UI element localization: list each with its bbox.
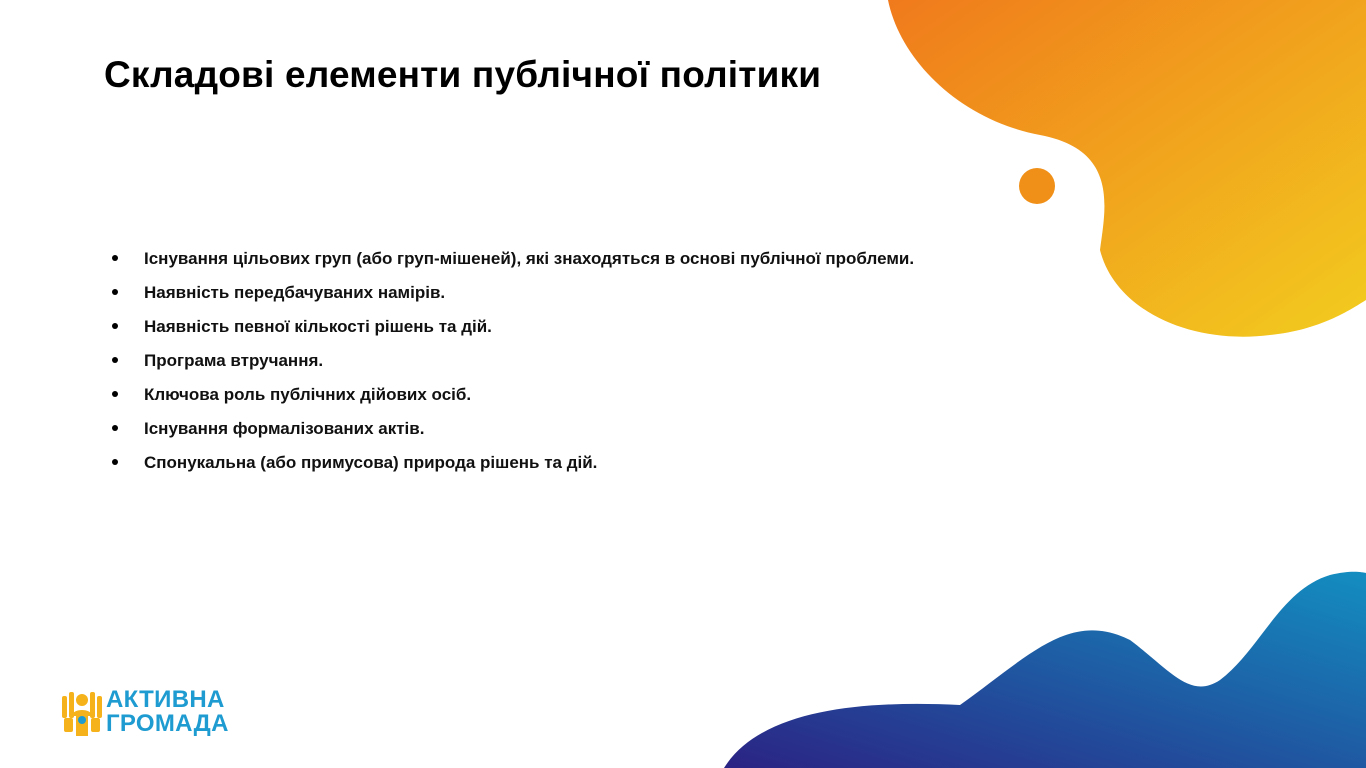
logo-line-1: АКТИВНА <box>106 686 225 713</box>
bullet-list <box>110 246 914 484</box>
list-item <box>110 450 914 484</box>
logo <box>60 688 240 744</box>
list-item <box>110 280 914 314</box>
orange-dot-shape <box>1019 168 1055 204</box>
list-item-text: Існування цільових груп (або груп-мішеней), які знаходяться в основі публічної проблеми. <box>144 249 915 268</box>
logo-wordmark <box>106 688 229 736</box>
list-item <box>110 348 914 382</box>
bullet-dot-icon <box>112 323 118 329</box>
bullet-dot-icon <box>112 425 118 431</box>
bullet-dot-icon <box>112 255 118 261</box>
people-group-icon <box>60 690 104 738</box>
list-item <box>110 416 914 450</box>
bullet-dot-icon <box>112 391 118 397</box>
list-item-text: Програма втручання. <box>144 351 324 370</box>
list-item-text: Наявність передбачуваних намірів. <box>144 283 446 302</box>
list-item <box>110 382 914 416</box>
list-item <box>110 246 914 280</box>
bullet-dot-icon <box>112 357 118 363</box>
list-item-text: Існування формалізованих актів. <box>144 419 425 438</box>
list-item-text: Ключова роль публічних дійових осіб. <box>144 385 472 404</box>
blue-blob-shape <box>724 572 1366 768</box>
bullet-dot-icon <box>112 289 118 295</box>
list-item-text: Спонукальна (або примусова) природа рішень та дій. <box>144 453 598 472</box>
bullet-dot-icon <box>112 459 118 465</box>
list-item-text: Наявність певної кількості рішень та дій. <box>144 317 492 336</box>
list-item <box>110 314 914 348</box>
slide-title: Складові елементи публічної політики <box>104 54 822 95</box>
logo-line-2: ГРОМАДА <box>106 710 229 737</box>
orange-blob-shape <box>888 0 1366 337</box>
